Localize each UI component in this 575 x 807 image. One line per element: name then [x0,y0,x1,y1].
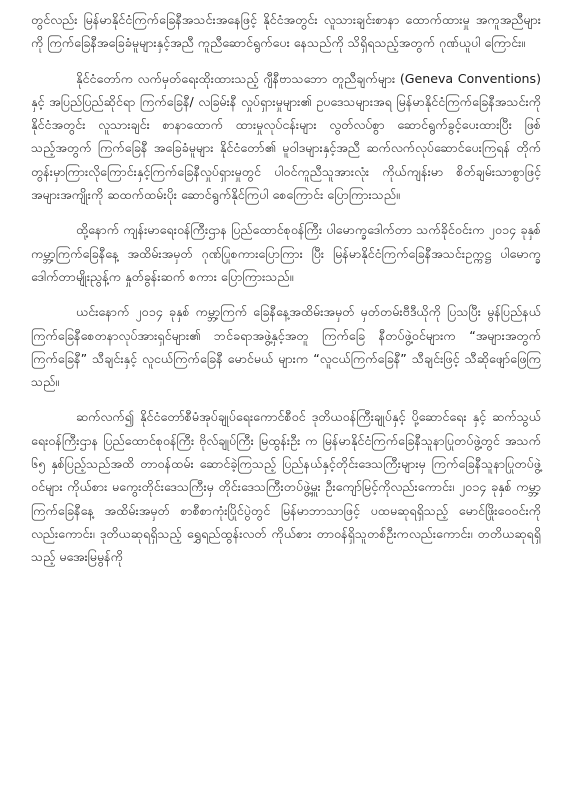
paragraph-4: ယင်းနောက် ၂၀၁၄ ခုနှစ် ကမ္ဘာ့ကြက် ခြေနီနေ့အထိမ်းအမှတ် မှတ်တမ်းဗီဒီယိုကို ပြသပြီး မွန်ပြည်နယ်ကြက်ခြေနီစေတနာလုပ်အားရှင်များ၏ ဘင်ခရာအဖွဲ့နှင့်အတူ ကြက်ခြေ နီတပ်ဖွဲ့ဝင်များက “အများအတွက်ကြက်ခြေနီ” သီချင်းနှင့် လူငယ်ကြက်ခြေနီ မောင်မယ် များက “လူငယ်ကြက်ခြေနီ” သီချင်းဖြင့် သီဆိုဖျော်ဖြေကြသည်။ [31,304,541,390]
paragraph-3: ထို့နောက် ကျန်းမာရေးဝန်ကြီးဌာန ပြည်ထောင်စုဝန်ကြီး ပါမောက္ခဒေါက်တာ သက်ခိုင်ဝင်းက ၂၀၁၄ ခုနှစ် ကမ္ဘာ့ကြက်ခြေနီနေ့ အထိမ်းအမှတ် ဂုဏ်ပြုစကားပြောကြား ပြီး မြန်မာနိုင်ငံကြက်ခြေနီအသင်းဥက္ကဋ္ဌ ပါမောက္ခဒေါက်တာမျိုးညွန့်က နှုတ်ခွန်းဆက် စကား ပြောကြားသည်။ [31,222,541,284]
paragraph-2: နိုင်ငံတော်က လက်မှတ်ရေးထိုးထားသည့် ဂျီနီဗာသဘော တူညီချက်များ (Geneva Conventions) နှင့် အပြည်ပြည်ဆိုင်ရာ ကြက်ခြေနီ/ လခြမ်းနီ လှုပ်ရှားမှုများ၏ ဥပဒေသများအရ မြန်မာနိုင်ငံကြက်ခြေနီအသင်းကို နိုင်ငံအတွင်း လူသားချင်း စာနာထောက် ထားမှုလုပ်ငန်းများ လွတ်လပ်စွာ ဆောင်ရွက်ခွင့်ပေးထားပြီး ဖြစ်သည့်အတွက် ကြက်ခြေနီ အခြေခံမူများ နိုင်ငံတော်၏ မူဝါဒများနှင့်အညီ ဆက်လက်လုပ်ဆောင်ပေးကြရန် တိုက် တွန်းမှာကြားလိုကြောင်းနှင့်ကြက်ခြေနီလှုပ်ရှားမှုတွင် ပါဝင်ကူညီသူအားလုံး ကိုယ်ကျန်းမာ စိတ်ချမ်းသာစွာဖြင့် အများအကျိုးကို ဆထက်ထမ်းပိုး ဆောင်ရွက်နိုင်ကြပါ စေကြောင်း ပြောကြားသည်။ [31,70,541,203]
paragraph-5: ဆက်လက်၍ နိုင်ငံတော်စီမံအုပ်ချုပ်ရေးကောင်စီဝင် ဒုတိယဝန်ကြီးချုပ်နှင့် ပို့ဆောင်ရေး နှင့် ဆက်သွယ်ရေးဝန်ကြီးဌာန ပြည်ထောင်စုဝန်ကြီး ဗိုလ်ချုပ်ကြီး မြထွန်းဦး က မြန်မာနိုင်ငံကြက်ခြေနီသူနာပြုတပ်ဖွဲ့တွင် အသက် ၆၅ နှစ်ပြည့်သည်အထိ တာဝန်ထမ်း ဆောင်ခဲ့ကြသည့် ပြည်နယ်နှင့်တိုင်းဒေသကြီးများမှ ကြက်ခြေနီသူနာပြုတပ်ဖွဲ့ဝင်များ ကိုယ်စား မကွေးတိုင်းဒေသကြီးမှ တိုင်းဒေသကြီးတပ်ဖွဲ့မှူး ဦးကျော်မြင့်ကိုလည်းကောင်း၊ ၂၀၁၄ ခုနှစ် ကမ္ဘာ့ကြက်ခြေနီနေ့ အထိမ်းအမှတ် စာစီစာကုံးပြိုင်ပွဲတွင် မြန်မာဘာသာဖြင့် ပထမဆုရရှိသည့် မောင်ဖြိုးဝေဝင်းကိုလည်းကောင်း၊ ဒုတိယဆုရရှိသည့် ရွှေရည်ထွန်းလတ် ကိုယ်စား တာဝန်ရှိသူတစ်ဦးကလည်းကောင်း၊ တတိယဆုရရှိသည့် မအေးမြမွန်ကို [31,409,541,565]
paragraph-1: တွင်လည်း မြန်မာနိုင်ငံကြက်ခြေနီအသင်းအနေဖြင့် နိုင်ငံအတွင်း လူသားချင်းစာနာ ထောက်ထားမှု အကူအညီများကို ကြက်ခြေနီအခြေခံမူများနှင့်အညီ ကူညီဆောင်ရွက်ပေး နေသည်ကို သိရှိရသည့်အတွက် ဂုဏ်ယူပါ ကြောင်း။ [31,12,541,51]
